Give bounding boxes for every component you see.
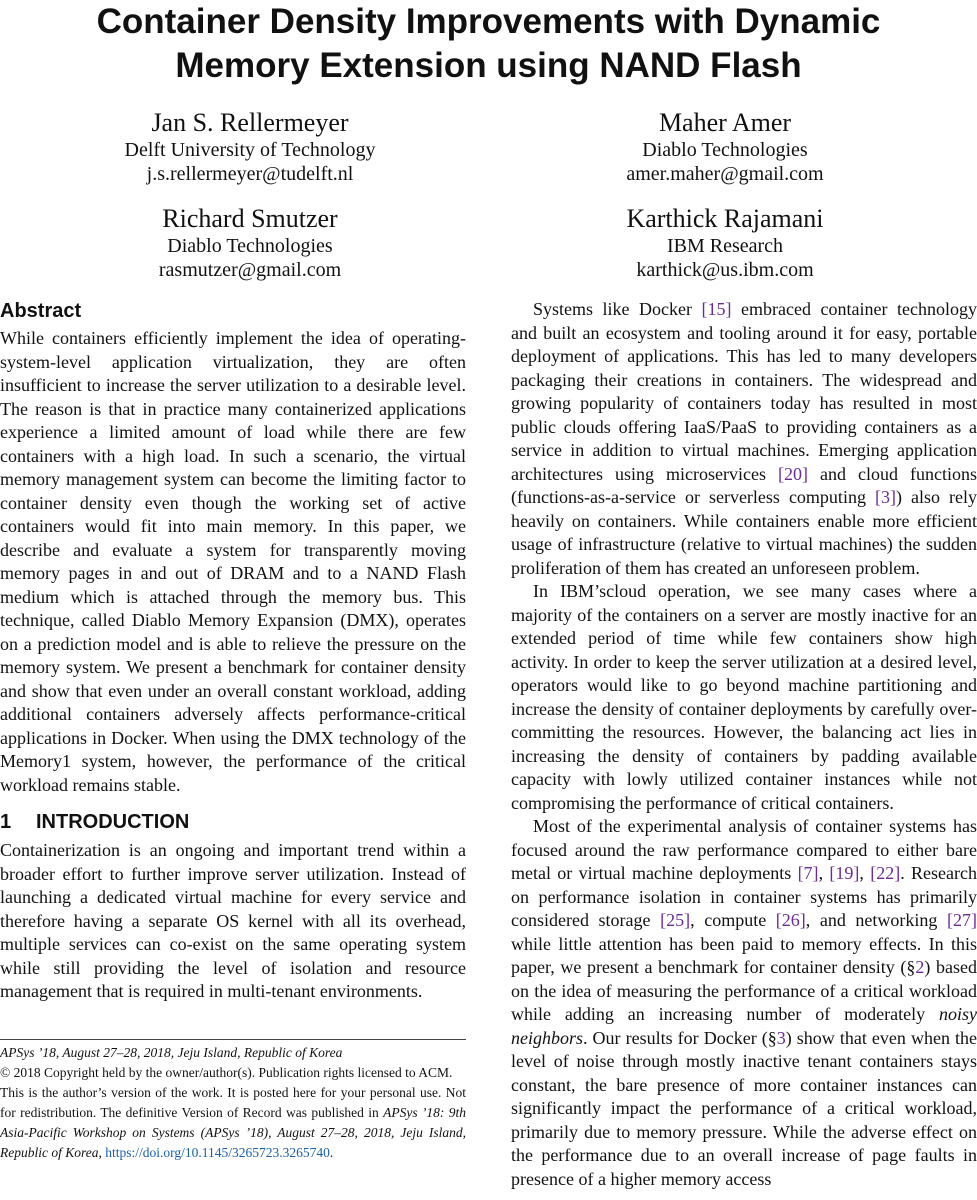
text-run: Systems like Docker	[533, 299, 702, 319]
footnote-venue: APSys ’18, August 27–28, 2018, Jeju Island, Republic of Korea	[0, 1045, 343, 1060]
text-run: . Research on performance isolation in container systems has primarily considered storage	[511, 863, 977, 930]
intro-paragraph-1: Containerization is an ongoing and important trend within a broader effort to further improve server utilization. Instead of launching a dedicated virtual machine for every service and therefore having a separate OS kernel with all its overhead, multiple services can co-exist on the same operating system while still providing the level of isolation and resource management that is required in multi-tenant environments.	[0, 840, 466, 1001]
author-name: Karthick Rajamani	[626, 204, 824, 233]
section-title: INTRODUCTION	[36, 811, 190, 833]
text-run: Most of the experimental analysis of container systems has focused around the raw performance compared to either bare metal or virtual machine deployments	[511, 816, 977, 883]
author-email[interactable]: rasmutzer@gmail.com	[158, 259, 342, 281]
doi-link[interactable]: https://doi.org/10.1145/3265723.3265740	[105, 1145, 330, 1160]
left-column	[0, 298, 466, 1004]
author-name: Richard Smutzer	[162, 204, 338, 233]
body-paragraph-2: In IBM’scloud operation, we see many cases where a majority of the containers on a server are mostly inactive for an extended period of time while few containers show high activity. In order to keep the server utilization at a desired level, operators would like to go beyond machine partitioning and increase the density of container deployments by carefully over-committing the resources. However, the balancing act lies in increasing the density of containers by padding available capacity with lowly utilized container instances while not compromising the performance of critical containers.	[511, 581, 977, 813]
text-run: ) show that even when the level of noise through mostly inactive tenant containers stays constant, the bare presence of more container instances can significantly impact the performance of a critical workload, primarily due to memory pressure. While the adverse effect on the performance due to an overall increase of page faults in presence of a higher memory access	[511, 1027, 977, 1189]
footnote-copyright: © 2018 Copyright held by the owner/author(s). Publication rights licensed to ACM.	[0, 1065, 453, 1080]
citation-link[interactable]: [3]	[874, 487, 896, 507]
body-paragraph-1	[511, 298, 977, 580]
text-run: embraced container technology and built an ecosystem and tooling around it for easy, portable deployment of applications. This has led to many developers packaging their creations in containers. The widespread and growing popularity of containers today has resulted in most public clouds offering IaaS/PaaS to providing containers as a service in addition to virtual machines. Emerging application architectures using microservices	[511, 299, 977, 484]
text-run: , compute	[690, 910, 776, 930]
section-number: 1	[0, 811, 12, 833]
author-block-4	[485, 204, 965, 282]
footnote-version-note	[0, 1083, 466, 1163]
text-run: ,	[859, 863, 871, 883]
author-email[interactable]: karthick@us.ibm.com	[636, 259, 814, 281]
author-block-3	[10, 204, 490, 282]
title-line-2: Memory Extension using NAND Flash	[175, 46, 802, 85]
citation-link[interactable]: [26]	[775, 910, 806, 930]
author-block-1	[10, 108, 490, 186]
footnote	[0, 1043, 466, 1163]
text-run: while little attention has been paid to memory effects. In this paper, we present a benchmark for container density (§	[511, 933, 977, 977]
footnote-divider	[0, 1039, 466, 1040]
author-affiliation: Diablo Technologies	[167, 235, 333, 257]
author-name: Jan S. Rellermeyer	[151, 108, 349, 137]
author-block-2	[485, 108, 965, 186]
section-ref-link[interactable]: 3	[776, 1027, 786, 1048]
text-run: ) based on the idea of measuring the performance of a critical workload while adding an increasing number of moderately	[511, 957, 977, 1024]
section-heading-introduction	[0, 809, 466, 835]
text-run: . Our results for Docker (§	[583, 1027, 777, 1048]
text-run: , and networking	[805, 910, 948, 930]
citation-link[interactable]: [15]	[701, 299, 732, 319]
author-email[interactable]: amer.maher@gmail.com	[626, 163, 824, 185]
citation-link[interactable]: [25]	[660, 910, 691, 930]
title-line-1: Container Density Improvements with Dynamic	[96, 2, 881, 41]
version-note-text: This is the author’s version of the work. It is posted here for your personal use. Not for redistribution. The definitive Version of Record was published in	[0, 1085, 466, 1120]
section-ref-link[interactable]: 2	[915, 957, 925, 977]
body-paragraph-3	[511, 815, 977, 1191]
citation-link[interactable]: [20]	[777, 463, 808, 484]
author-affiliation: IBM Research	[666, 235, 784, 257]
text-run: and cloud functions (functions-as-a-service or serverless computing	[511, 463, 977, 507]
text-run: ,	[818, 863, 830, 883]
citation-link[interactable]: [19]	[829, 863, 860, 883]
author-email[interactable]: j.s.rellermeyer@tudelft.nl	[146, 163, 354, 185]
footnote-sep: ,	[98, 1145, 102, 1160]
citation-link[interactable]: [27]	[947, 910, 977, 930]
footnote-end: .	[329, 1145, 334, 1160]
right-column	[511, 298, 977, 1191]
citation-link[interactable]: [22]	[870, 863, 901, 883]
emphasis: noisy neighbors	[511, 1004, 977, 1048]
citation-link[interactable]: [7]	[797, 863, 819, 883]
abstract-heading: Abstract	[0, 300, 82, 322]
author-affiliation: Diablo Technologies	[642, 139, 808, 161]
paper-title	[0, 0, 977, 88]
author-name: Maher Amer	[658, 108, 792, 137]
author-affiliation: Delft University of Technology	[124, 139, 376, 161]
abstract-text: While containers efficiently implement the idea of operating-system-level application virtualization, they are often insufficient to increase the server utilization to a desirable level. The reason is that in practice many containerized applications experience a limited amount of load while there are few containers with a high load. In such a scenario, the virtual memory management system can become the limiting factor to container density even though the working set of active containers would fit into main memory. In this paper, we describe and evaluate a system for transparently moving memory pages in and out of DRAM and to a NAND Flash medium which is attached through the memory bus. This technique, called Diablo Memory Expansion (DMX), operates on a prediction model and is able to relieve the pressure on the memory system. We present a benchmark for container density and show that even under an overall constant workload, adding additional containers adversely affects performance-critical applications in Docker. When using the DMX technology of the Memory1 system, however, the performance of the critical workload remains stable.	[0, 328, 466, 795]
venue-full: APSys ’18: 9th Asia-Pacific Workshop on Systems (APSys ’18), August 27–28, 2018, Jeju Island, Republic of Korea	[0, 1105, 467, 1160]
text-run: ) also rely heavily on containers. While containers enable more efficient usage of infrastructure (relative to virtual machines) the sudden proliferation of them has created an unforeseen problem.	[511, 487, 977, 578]
